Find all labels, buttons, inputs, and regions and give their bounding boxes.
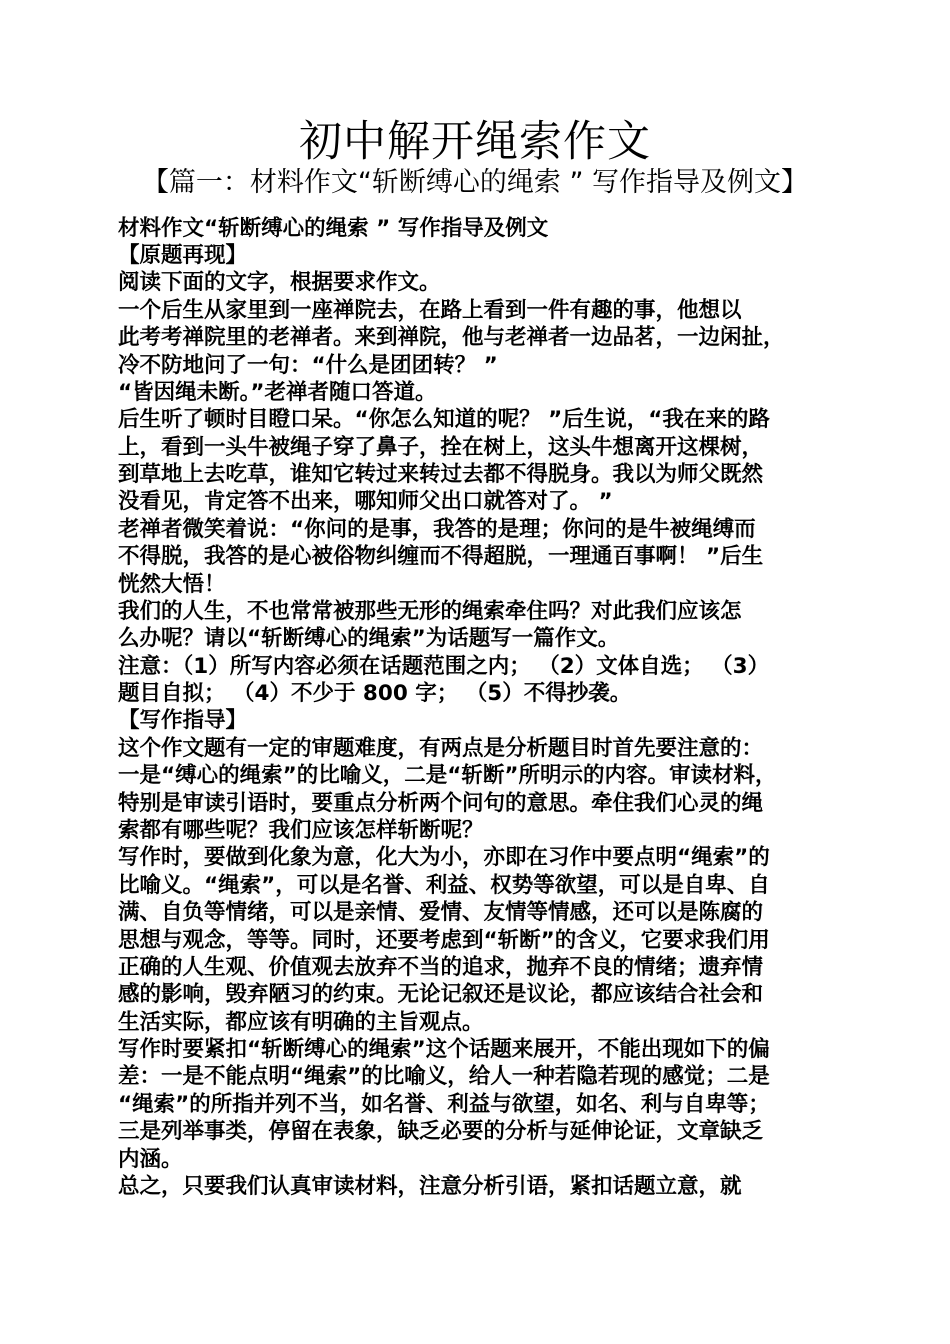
text-line: 特别是审读引语时，要重点分析两个问句的意思。牵住我们心灵的绳 xyxy=(118,791,764,816)
text-line: 比喻义。“绳索”，可以是名誉、利益、权势等欲望，可以是自卑、自 xyxy=(118,873,770,898)
text-line: 差：一是不能点明“绳索”的比喻义，给人一种若隐若现的感觉；二是 xyxy=(118,1064,770,1089)
text-line: 恍然大悟！ xyxy=(118,572,226,597)
text-line: 总之，只要我们认真审读材料，注意分析引语，紧扣话题立意，就 xyxy=(118,1174,742,1199)
text-line: “绳索”的所指并列不当，如名誉、利益与欲望，如名、利与自卑等； xyxy=(118,1092,770,1117)
text-line: 一是“缚心的绳索”的比喻义，二是“斩断”所明示的内容。审读材料， xyxy=(118,763,777,788)
text-line: 一个后生从家里到一座禅院去，在路上看到一件有趣的事，他想以 xyxy=(118,298,742,323)
text-line: “皆因绳未断。”老禅者随口答道。 xyxy=(118,380,437,405)
text-line: 冷不防地问了一句：“什么是团团转？ ” xyxy=(118,353,498,378)
text-line: 内涵。 xyxy=(118,1147,183,1172)
text-line: 写作时要紧扣“斩断缚心的绳索”这个话题来展开，不能出现如下的偏 xyxy=(118,1037,770,1062)
text-line: 思想与观念，等等。同时，还要考虑到“斩断”的含义，它要求我们用 xyxy=(118,928,770,953)
text-line: 后生听了顿时目瞪口呆。“你怎么知道的呢？ ”后生说，“我在来的路 xyxy=(118,407,770,432)
text-line: 到草地上去吃草，谁知它转过来转过去都不得脱身。我以为师父既然 xyxy=(118,462,764,487)
page-subtitle: 【篇一：材料作文“斩断缚心的绳索 ” 写作指导及例文】 xyxy=(141,167,809,198)
text-line: 没看见，肯定答不出来，哪知师父出口就答对了。 ” xyxy=(118,489,613,514)
text-line: 满、自负等情绪，可以是亲情、爱情、友情等情感，还可以是陈腐的 xyxy=(118,900,764,925)
page-title: 初中解开绳索作文 xyxy=(299,117,651,167)
text-line: 阅读下面的文字，根据要求作文。 xyxy=(118,270,441,295)
text-line: 不得脱，我答的是心被俗物纠缠而不得超脱，一理通百事啊！ ”后生 xyxy=(118,544,764,569)
text-line: 题目自拟； （4）不少于 800 字； （5）不得抄袭。 xyxy=(118,681,632,706)
section-heading: 【写作指导】 xyxy=(118,708,248,733)
text-line: 生活实际，都应该有明确的主旨观点。 xyxy=(118,1010,484,1035)
text-line: 写作时，要做到化象为意，化大为小，亦即在习作中要点明“绳索”的 xyxy=(118,845,770,870)
text-line: 索都有哪些呢？我们应该怎样斩断呢？ xyxy=(118,818,484,843)
text-line: 我们的人生，不也常常被那些无形的绳索牵住吗？对此我们应该怎 xyxy=(118,599,742,624)
text-line: 此考考禅院里的老禅者。来到禅院，他与老禅者一边品茗，一边闲扯， xyxy=(118,325,785,350)
text-line: 上，看到一头牛被绳子穿了鼻子，拴在树上，这头牛想离开这棵树， xyxy=(118,435,764,460)
text-line: 注意：（1）所写内容必须在话题范围之内； （2）文体自选； （3） xyxy=(118,654,770,679)
section-heading: 【原题再现】 xyxy=(118,243,248,268)
text-line: 材料作文“斩断缚心的绳索 ” 写作指导及例文 xyxy=(118,216,549,241)
text-line: 这个作文题有一定的审题难度，有两点是分析题目时首先要注意的： xyxy=(118,736,764,761)
text-line: 感的影响，毁弃陋习的约束。无论记叙还是议论，都应该结合社会和 xyxy=(118,982,764,1007)
text-line: 三是列举事类，停留在表象，缺乏必要的分析与延伸论证，文章缺乏 xyxy=(118,1119,764,1144)
text-line: 老禅者微笑着说：“你问的是事，我答的是理；你问的是牛被绳缚而 xyxy=(118,517,756,542)
text-line: 么办呢？请以“斩断缚心的绳索”为话题写一篇作文。 xyxy=(118,626,620,651)
text-line: 正确的人生观、价值观去放弃不当的追求，抛弃不良的情绪；遗弃情 xyxy=(118,955,764,980)
